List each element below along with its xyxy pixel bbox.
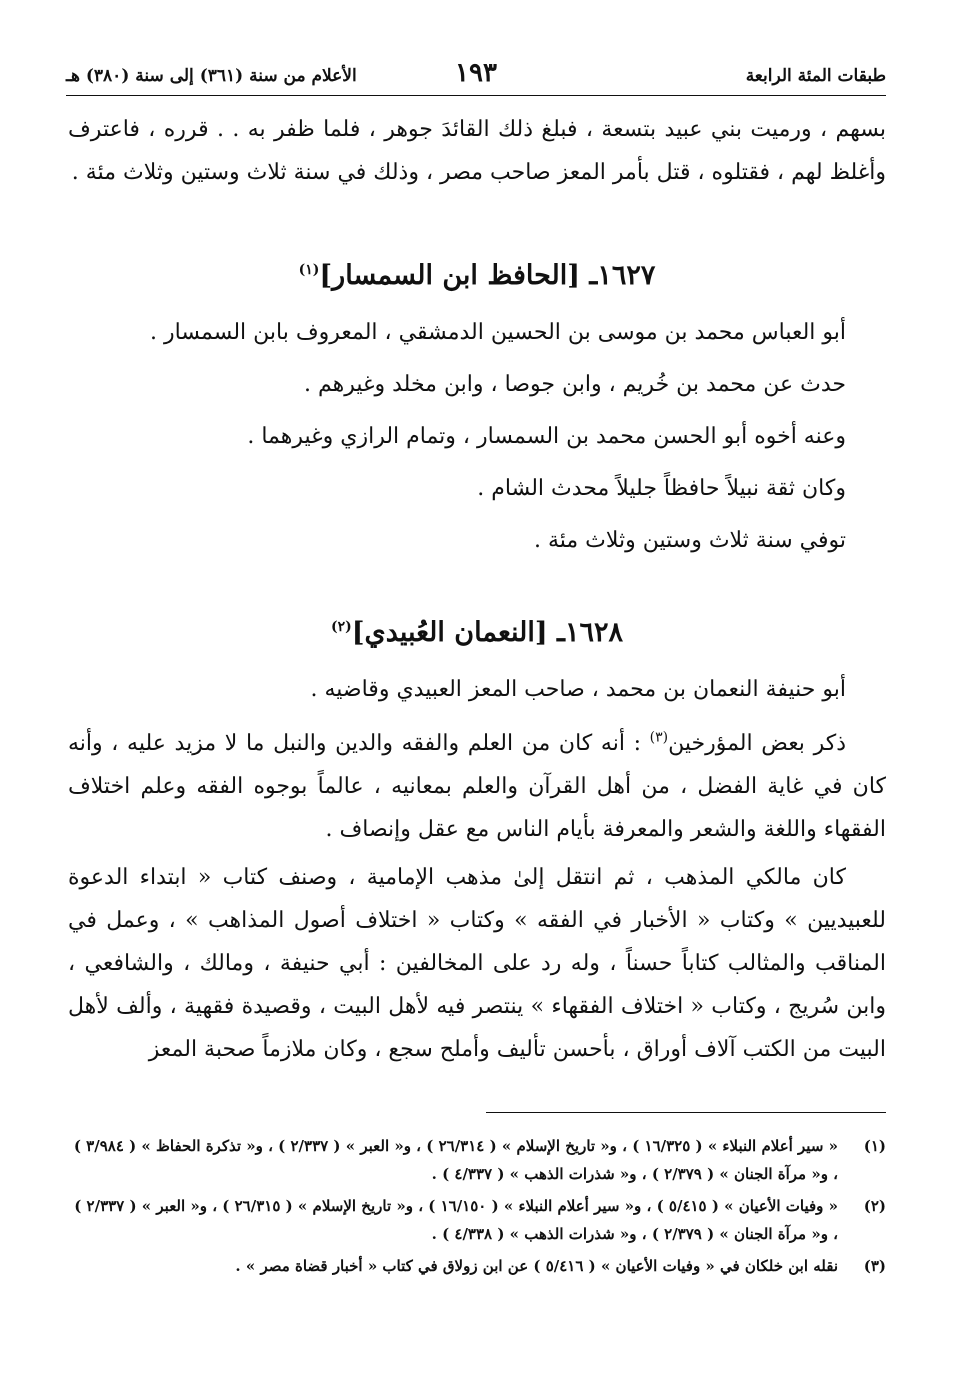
paragraph-start: ذكر بعض المؤرخين bbox=[668, 731, 846, 756]
entry-heading-1628 bbox=[68, 611, 886, 654]
entry-line: وعنه أخوه أبو الحسن محمد بن السمسار ، وتمام الرازي وغيرهما . bbox=[247, 424, 846, 449]
main-text bbox=[68, 108, 886, 1076]
entry-line: وكان ثقة نبيلاً حافظاً جليلاً محدث الشام . bbox=[477, 476, 846, 501]
footnotes bbox=[70, 1132, 886, 1284]
entry-line: أبو حنيفة النعمان بن محمد ، صاحب المعز العبيدي وقاضيه . bbox=[310, 677, 846, 702]
entry-paragraph: كان مالكي المذهب ، ثم انتقل إلىٰ مذهب الإمامية ، وصنف كتاب « ابتداء الدعوة للعبيديين » وكتاب « الأخبار في الفقه » وكتاب « اختلاف أصول المذاهب » ، وعمل في المناقب والمثالب كتاباً حسناً ، وله رد على المخالفين : أبي حنيفة ، ومالك ، والشافعي ، وابن سُريج ، وكتاب « اختلاف الفقهاء » ينتصر فيه لأهل البيت ، وقصيدة فقهية ، وألف لأهل البيت من الكتب آلاف أوراق ، بأحسن تأليف وأملح سجع ، وكان ملازماً صحبة المعز bbox=[68, 865, 886, 1062]
page-number: ١٩٣ bbox=[455, 58, 497, 88]
header-year-range: الأعلام من سنة (٣٦١) إلى سنة (٣٨٠) هـ bbox=[66, 66, 357, 86]
footnote-rule bbox=[486, 1112, 886, 1113]
entry-paragraph bbox=[68, 722, 886, 851]
intro-paragraph: بسهم ، ورميت بني عبيد بتسعة ، فبلغ ذلك القائدَ جوهر ، فلما ظفر به . . قرره ، فاعترف وأغلظ لهم ، فقتلوه ، قتل بأمر المعز صاحب مصر ، وذلك في سنة ثلاث وستين وثلاث مئة . bbox=[68, 117, 886, 185]
footnote-ref-1: (١) bbox=[298, 262, 320, 278]
header-section-title: طبقات المئة الرابعة bbox=[745, 66, 886, 86]
footnote-ref-2: (٢) bbox=[331, 619, 352, 635]
footnote bbox=[70, 1132, 886, 1188]
footnote-text: نقله ابن خلكان في « وفيات الأعيان » ( ٥/٤١٦ ) عن ابن زولاق في كتاب « أخبار قضاة مصر » . bbox=[235, 1257, 838, 1275]
entry-heading-text: ١٦٢٧ـ [الحافظ ابن السمسار] bbox=[319, 260, 656, 291]
footnote-ref-3: (٣) bbox=[649, 729, 669, 746]
entry-heading-1627 bbox=[68, 254, 886, 297]
header-rule bbox=[66, 95, 886, 96]
footnote-number: (١) bbox=[863, 1137, 886, 1155]
entry-line: أبو العباس محمد بن موسى بن الحسين الدمشقي ، المعروف بابن السمسار . bbox=[150, 320, 846, 345]
footnote-number: (٢) bbox=[863, 1197, 886, 1215]
entry-line: حدث عن محمد بن خُريم ، وابن جوصا ، وابن مخلد وغيرهم . bbox=[304, 372, 846, 397]
entry-heading-text: ١٦٢٨ـ [النعمان العُبيدي] bbox=[351, 617, 623, 648]
footnote bbox=[70, 1192, 886, 1248]
footnote bbox=[70, 1252, 886, 1280]
footnote-number: (٣) bbox=[863, 1257, 886, 1275]
footnote-text: « سير أعلام النبلاء » ( ١٦/٣٢٥ ) ، و« تاريخ الإسلام » ( ٢٦/٣١٤ ) ، و« العبر » ( ٢/٣٣٧ ) ، و« تذكرة الحفاظ » ( ٣/٩٨٤ ) ، و« مرآة الجنان » ( ٢/٣٧٩ ) ، و« شذرات الذهب » ( ٤/٣٣٧ ) . bbox=[73, 1137, 838, 1183]
entry-line: توفي سنة ثلاث وستين وثلاث مئة . bbox=[533, 528, 846, 553]
footnote-text: « وفيات الأعيان » ( ٥/٤١٥ ) ، و« سير أعلام النبلاء » ( ١٦/١٥٠ ) ، و« تاريخ الإسلام » ( ٢٦/٣١٥ ) ، و« العبر » ( ٢/٣٣٧ ) ، و« مرآة الجنان » ( ٢/٣٧٩ ) ، و« شذرات الذهب » ( ٤/٣٣٨ ) . bbox=[74, 1197, 838, 1243]
paragraph-rest: : أنه كان من العلم والفقه والدين والنبل ما لا مزيد عليه ، وأنه كان في غاية الفضل ، من أهل القرآن والعلم بمعانيه ، عالماً بوجوه الفقه وعلم اختلاف الفقهاء واللغة والشعر والمعرفة بأيام الناس مع عقل وإنصاف . bbox=[68, 731, 886, 842]
running-header bbox=[66, 58, 886, 88]
